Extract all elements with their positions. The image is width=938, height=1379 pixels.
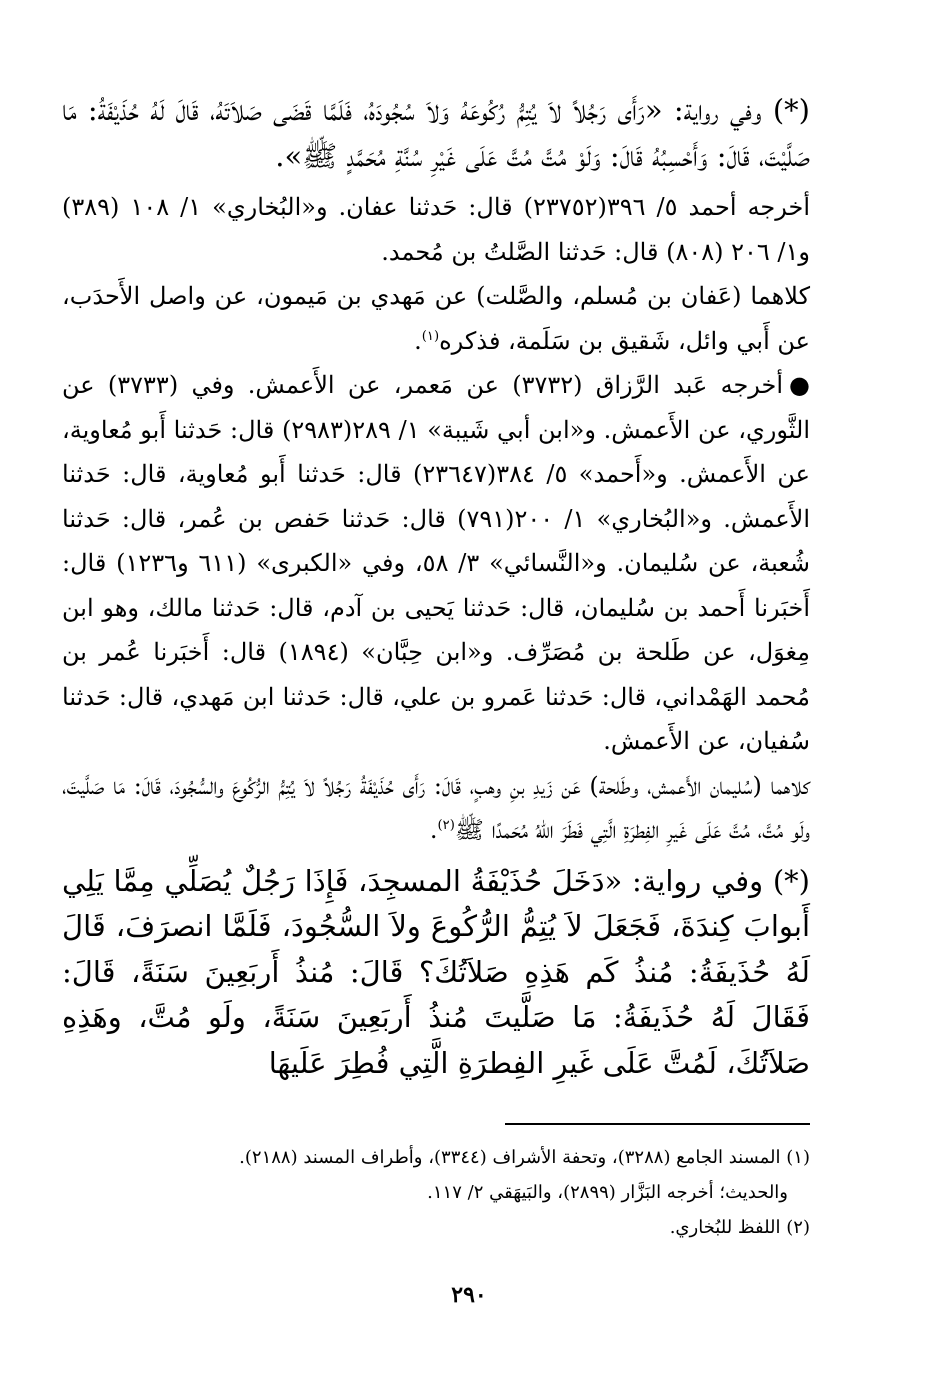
takhrij-text-4-body: كلاهما (سُليمان الأَعمش، وطَلحة) عَن زَيدِ بنِ وهبٍ، قَالَ: رَأَى حُذَيْفَةُ رَجُلاً لاَ يُتِمُّ الرُّكُوعَ والسُّجُودَ، قَالَ: مَا صَلَّيتَ، ولَو مُتَّ، مُتَّ عَلَى غَيرِ الفِطرَةِ الَّتِي فَطَرَ اللهُ مُحَمدًا ﷺ [62, 771, 810, 844]
footnote-ref-2: (٢) [437, 818, 455, 833]
takhrij-text-2 [62, 274, 810, 363]
takhrij-text-4-end: . [429, 816, 438, 844]
footnote-1: (١) المسند الجامع (٣٢٨٨)، وتحفة الأشراف (٣٣٤٤)، وأطراف المسند (٢١٨٨). [239, 1147, 810, 1168]
page-body [62, 88, 810, 1086]
takhrij-text-4 [62, 764, 810, 853]
footnote-divider [505, 1123, 810, 1125]
hadith-text-2: (*) وفي رواية: «دَخَلَ حُذَيْفَةُ المسجِدَ، فَإِذَا رَجُلٌ يُصَلِّي مِمَّا يَلِي أَبوابَ كِندَةَ، فَجَعَلَ لاَ يُتِمُّ الرُّكُوعَ ولاَ السُّجُودَ، فَلَمَّا انصرَفَ، قَالَ لَهُ حُذَيفَةُ: مُنذُ كَم هَذِهِ صَلاَتُكَ؟ قَالَ: مُنذُ أَربَعِينَ سَنَةً، قَالَ: فَقَالَ لَهُ حُذَيفَةُ: مَا صَلَّيتَ مُنذُ أَربَعِينَ سَنَةً، ولَو مُتَّ، وهَذِهِ صَلاَتُكَ، لَمُتَّ عَلَى غَيرِ الفِطرَةِ الَّتِي فُطِرَ عَلَيهَا [62, 863, 810, 1080]
takhrij-text-1: أخرجه أحمد ٥/ ٣٩٦(٢٣٧٥٢) قال: حَدثنا عفان. و«البُخاري» ١/ ١٠٨ (٣٨٩) و١/ ٢٠٦ (٨٠٨) قال: حَدثنا الصَّلتُ بن مُحمد. [62, 193, 811, 266]
takhrij-text-3 [62, 363, 810, 764]
takhrij-text-2-end: . [414, 326, 422, 355]
takhrij-text-3-body: أخرجه عَبد الرَّزاق (٣٧٣٢) عن مَعمر، عن الأَعمش. وفي (٣٧٣٣) عن الثَّوري، عن الأَعمش. و«ابن أبي شَيبة» ١/ ٢٨٩(٢٩٨٣) قال: حَدثنا أَبو مُعاوية، عن الأَعمش. و«أَحمد» ٥/ ٣٨٤(٢٣٦٤٧) قال: حَدثنا أَبو مُعاوية، قال: حَدثنا الأَعمش. و«البُخاري» ١/ ٢٠٠(٧٩١) قال: حَدثنا حَفص بن عُمر، قال: حَدثنا شُعبة، عن سُليمان. و«النَّسائي» ٣/ ٥٨، وفي «الكبرى» (٦١١ و١٢٣٦) قال: أَخبَرنا أَحمد بن سُليمان، قال: حَدثنا يَحيى بن آدم، قال: حَدثنا مالك، وهو ابن مِغوَل، عن طَلحة بن مُصَرِّف. و«ابن حِبَّان» (١٨٩٤) قال: أَخبَرنا عُمر بن مُحمد الهَمْداني، قال: حَدثنا عَمرو بن علي، قال: حَدثنا ابن مَهدي، قال: حَدثنا سُفيان، عن الأَعمش. [62, 371, 811, 755]
bullet-icon: ● [789, 371, 810, 399]
footnote-2: (٢) اللفظ للبُخاري. [669, 1217, 810, 1238]
footnote-ref-1: (١) [421, 328, 440, 344]
hadith-text-1: (*) وفي رواية: «رَأَى رَجُلاً لاَ يُتِمُّ رُكُوعَهُ وَلاَ سُجُودَهُ، فَلَمَّا قَضَى صَلاَتَهُ، قَالَ لَهُ حُذَيْفَةُ: مَا صَلَّيْتَ، قَالَ: وَأَحْسِبُهُ قَالَ: وَلَوْ مُتَّ مُتَّ عَلَى غَيْرِ سُنَّةِ مُحَمَّدٍ ﷺ». [62, 93, 810, 173]
page-number: ٢٩٠ [451, 1282, 487, 1308]
takhrij-text-2-body: كلاهما (عَفان بن مُسلم، والصَّلت) عن مَهدي بن مَيمون، عن واصل الأَحدَب، عن أَبي وائل، شَقيق بن سَلَمة، فذكره [62, 282, 810, 355]
footnotes [62, 1140, 810, 1245]
footnote-1-continued: والحديث؛ أخرجه البَزَّار (٢٨٩٩)، والبَيهَقي ٢/ ١١٧. [427, 1182, 788, 1203]
